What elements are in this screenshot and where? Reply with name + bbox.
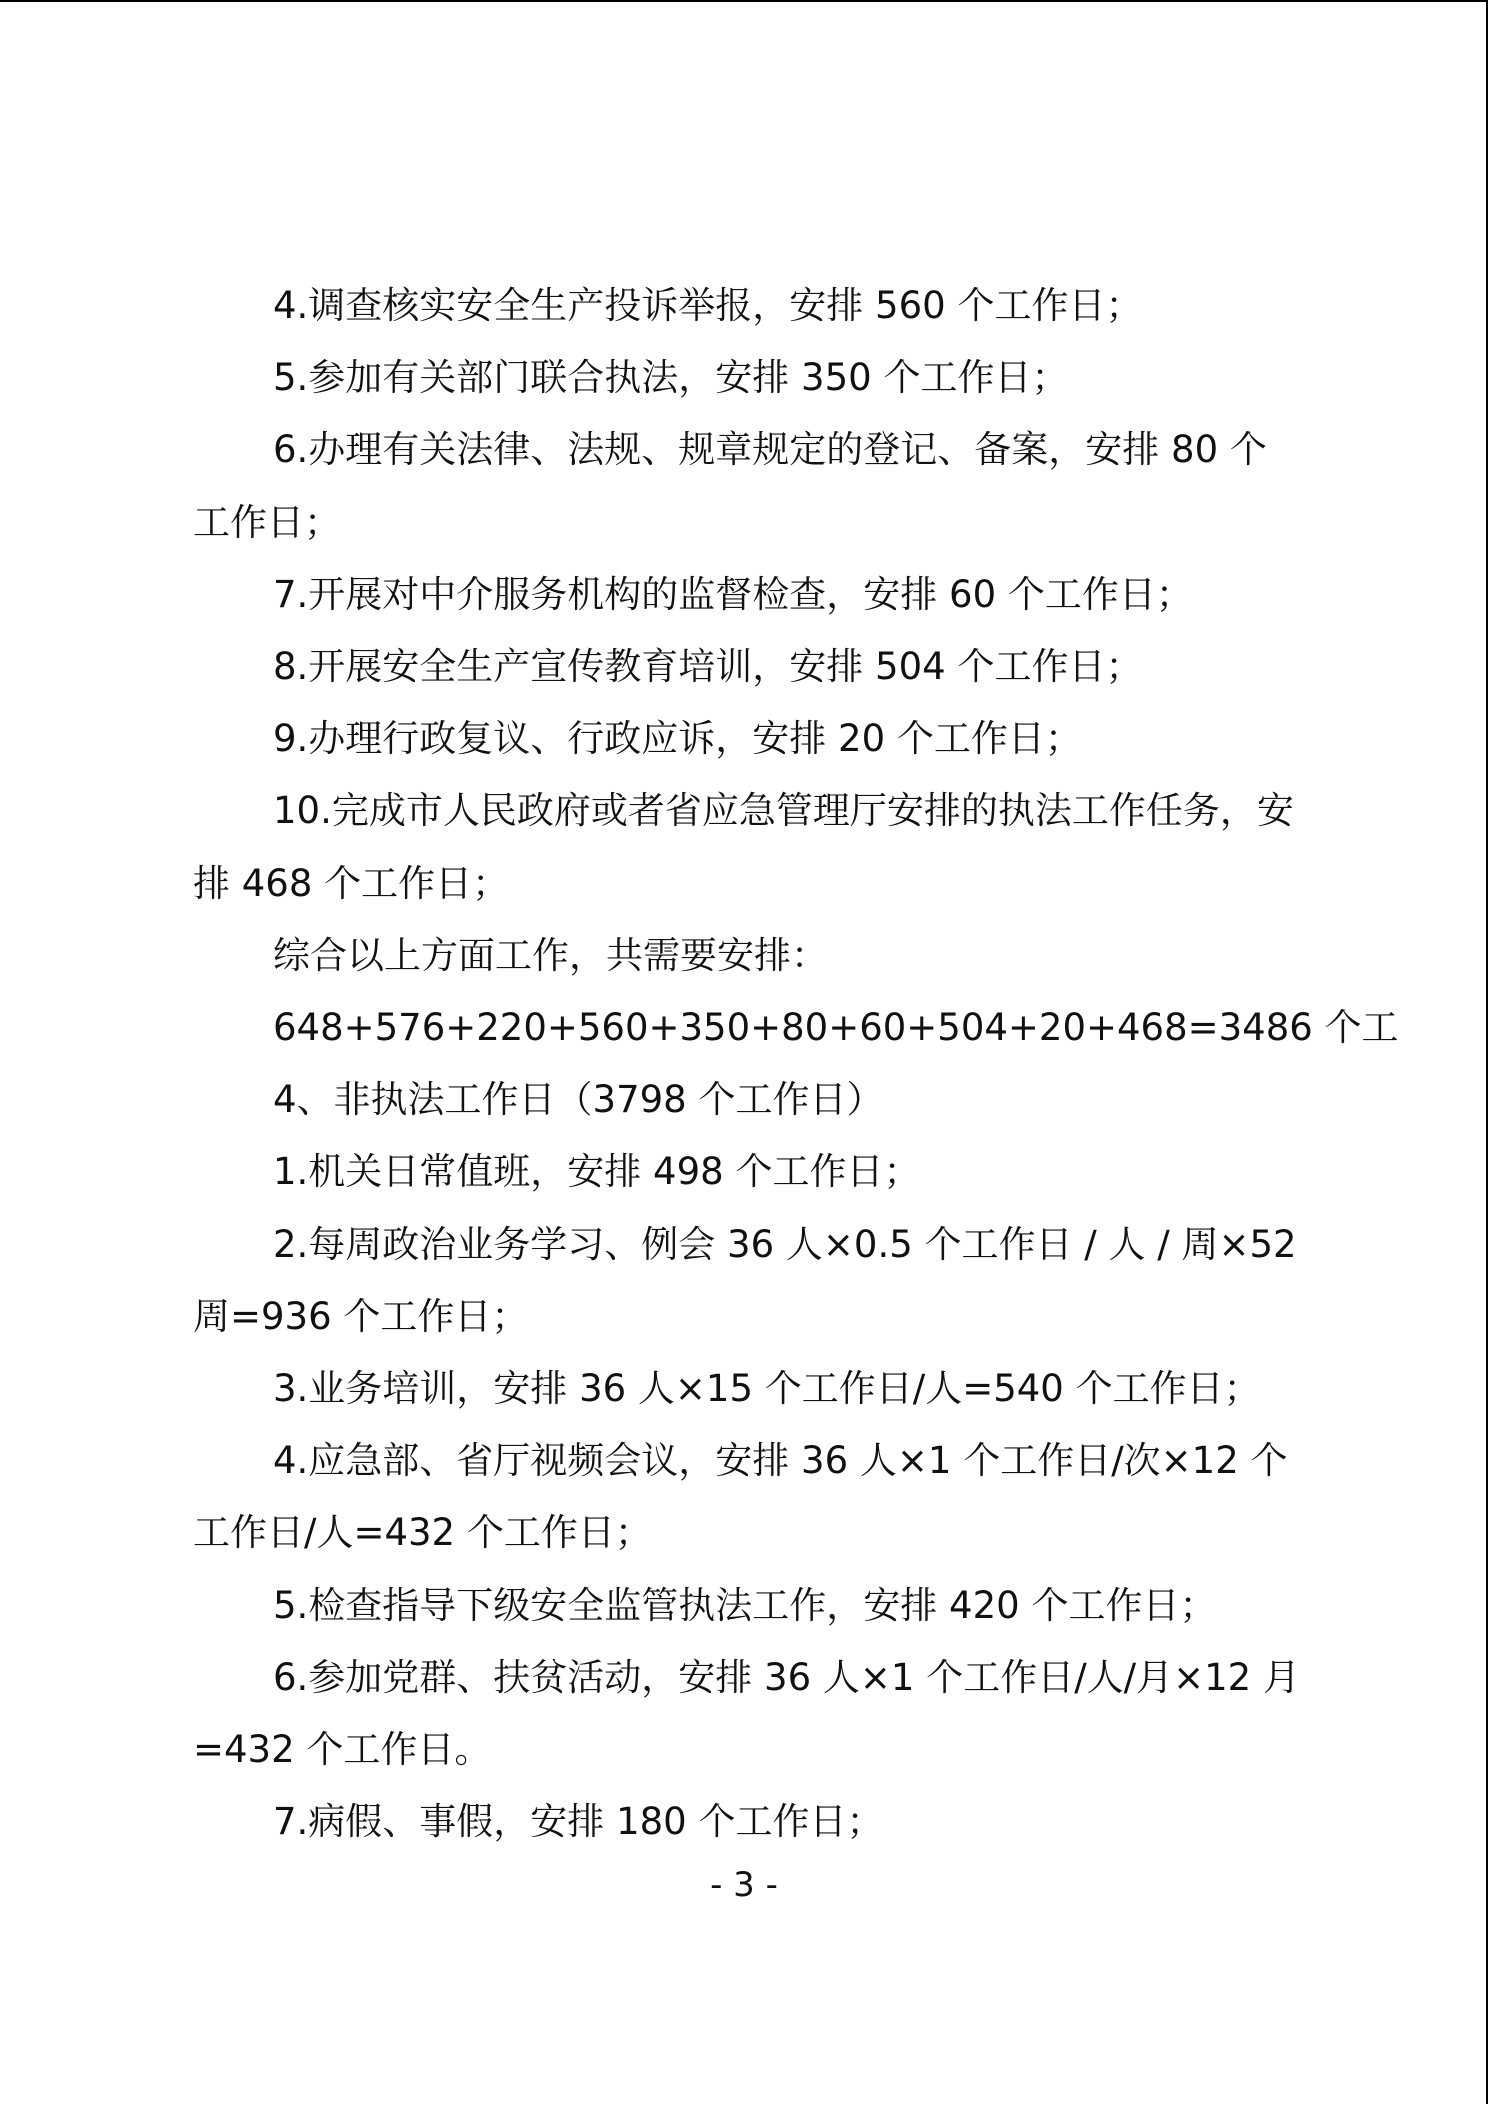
document-body — [193, 270, 1399, 1858]
paragraph: 9.办理行政复议、行政应诉，安排 20 个工作日； — [273, 717, 1082, 761]
section-heading: 4、非执法工作日（3798 个工作日） — [273, 1078, 884, 1122]
paragraph: 6.参加党群、扶贫活动，安排 36 人×1 个工作日/人/月×12 月=432 个工作日。 — [193, 1655, 1300, 1772]
paragraph: 5.参加有关部门联合执法，安排 350 个工作日； — [273, 356, 1069, 400]
paragraph: 2.每周政治业务学习、例会 36 人×0.5 个工作日 / 人 / 周×52 周=936 个工作日； — [193, 1222, 1297, 1338]
paragraph: 1.机关日常值班，安排 498 个工作日； — [273, 1150, 921, 1194]
paragraph: 8.开展安全生产宣传教育培训，安排 504 个工作日； — [273, 645, 1143, 689]
paragraph: 综合以上方面工作，共需要安排： — [273, 933, 828, 977]
paragraph: 7.开展对中介服务机构的监督检查，安排 60 个工作日； — [273, 572, 1193, 616]
paragraph: 7.病假、事假，安排 180 个工作日； — [273, 1800, 884, 1844]
paragraph: 3.业务培训，安排 36 人×15 个工作日/人=540 个工作日； — [273, 1367, 1261, 1411]
formula-line: 648+576+220+560+350+80+60+504+20+468=3486 个工 — [273, 1006, 1399, 1050]
paragraph: 6.办理有关法律、法规、规章规定的登记、备案，安排 80 个工作日； — [193, 428, 1267, 544]
paragraph: 4.调查核实安全生产投诉举报，安排 560 个工作日； — [273, 284, 1143, 327]
paragraph: 4.应急部、省厅视频会议，安排 36 人×1 个工作日/次×12 个工作日/人=432 个工作日； — [193, 1439, 1288, 1555]
paragraph: 10.完成市人民政府或者省应急管理厅安排的执法工作任务，安排 468 个工作日； — [193, 789, 1294, 905]
paragraph: 5.检查指导下级安全监管执法工作，安排 420 个工作日； — [273, 1583, 1217, 1627]
page-number: - 3 - — [710, 1865, 778, 1905]
